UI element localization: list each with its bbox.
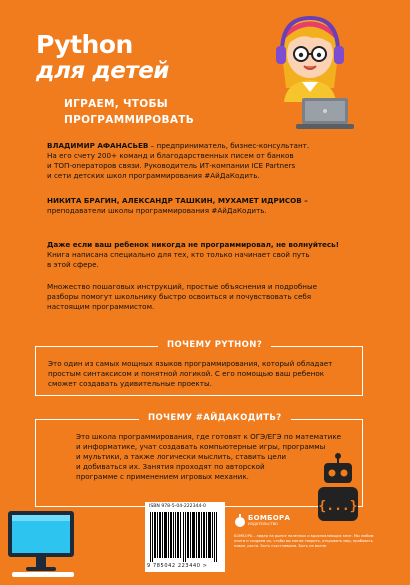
cover-subtitle-line2: ПРОГРАММИРОВАТЬ (64, 114, 195, 126)
why-python-title: ПОЧЕМУ PYTHON? (158, 340, 271, 350)
co-authors-block (47, 196, 308, 216)
cover-subtitle (64, 96, 194, 128)
method-line-1: Множество пошаговых инструкций, простые объяснения и подробные (47, 282, 318, 291)
method-line-2: разборы помогут школьнику быстро освоиться и почувствовать себя (47, 292, 312, 301)
ean-text: 9 785042 223440 > (147, 563, 208, 569)
cover-subtitle-line1: ИГРАЕМ, ЧТОБЫ (64, 98, 168, 110)
intro-line-3: в этой сфере. (47, 260, 99, 269)
why-school-line-1: Это школа программирования, где готовят к ОГЭ/ЕГЭ по математике (76, 432, 342, 441)
why-school-line-5: программе с применением игровых механик. (76, 472, 249, 481)
why-school-line-3: и мультики, а также логически мыслить, ставить цели (76, 452, 287, 461)
barcode-bars (149, 512, 221, 562)
main-author-block (47, 141, 309, 181)
intro-paragraph (47, 240, 339, 270)
cover-title-python: Python (36, 30, 133, 59)
why-school-line-4: и добиваться их. Занятия проходят по авторской (76, 462, 265, 471)
main-author-bio-3: и ТОП-операторов связи. Руководитель ИТ-компании ICE Partners (47, 161, 296, 170)
publisher-name: БОМБОРА (248, 514, 291, 522)
laptop-icon (296, 98, 354, 132)
method-line-3: настоящим программистом. (47, 302, 155, 311)
main-author-name: ВЛАДИМИР АФАНАСЬЕВ (47, 141, 149, 150)
robot-code-icon (316, 453, 360, 525)
isbn-text: ISBN 978-5-04-222344-0 (149, 504, 206, 509)
why-school-box (35, 413, 363, 507)
why-school-line-2: и информатике, учат создавать компьютерные игры, программы (76, 442, 326, 451)
bombora-logo-icon (234, 514, 246, 528)
publisher-sub: ИЗДАТЕЛЬСТВО (248, 522, 278, 526)
barcode (145, 502, 225, 572)
svg-text:{...}: {...} (318, 499, 358, 514)
why-school-text (76, 432, 341, 482)
why-python-line-1: Это один из самых мощных языков программирования, который обладает (48, 359, 333, 368)
why-python-line-2: простым синтаксисом и понятной логикой. С его помощью ваш ребенок (48, 369, 325, 378)
why-school-title: ПОЧЕМУ #АЙДАКОДИТЬ? (139, 413, 291, 423)
main-author-bio-2: На его счету 200+ команд и благодарственных писем от банков (47, 151, 294, 160)
why-python-text (48, 359, 332, 389)
computer-monitor-icon (6, 505, 80, 577)
why-python-line-3: сможет создавать удивительные проекты. (48, 379, 212, 388)
publisher-description: БОМБОРА – лидер на рынке полезных и вдохновляющих книг. Мы любим книги и создаем их, чтобы вы могли творить, открывать мир, пробовать новое, расти. Быть счастливыми. Быть на волне. (234, 534, 374, 548)
co-authors-names: НИКИТА БРАГИН, АЛЕКСАНДР ТАШКИН, МУХАМЕТ ИДРИСОВ (47, 196, 302, 205)
method-paragraph (47, 282, 317, 312)
main-author-bio-4: и сети детских школ программирования #АйДаКодить. (47, 171, 260, 180)
why-python-box (35, 340, 363, 396)
intro-line-2: Книга написана специально для тех, кто только начинает свой путь (47, 250, 310, 259)
intro-line-1: Даже если ваш ребенок никогда не программировал, не волнуйтесь! (47, 240, 339, 249)
main-author-bio-1: – предприниматель, бизнес-консультант. (148, 141, 310, 150)
cover-title-kids: для детей (36, 58, 169, 84)
co-authors-dash: – (301, 196, 308, 205)
co-authors-bio: преподаватели школы программирования #АйДаКодить. (47, 206, 267, 215)
